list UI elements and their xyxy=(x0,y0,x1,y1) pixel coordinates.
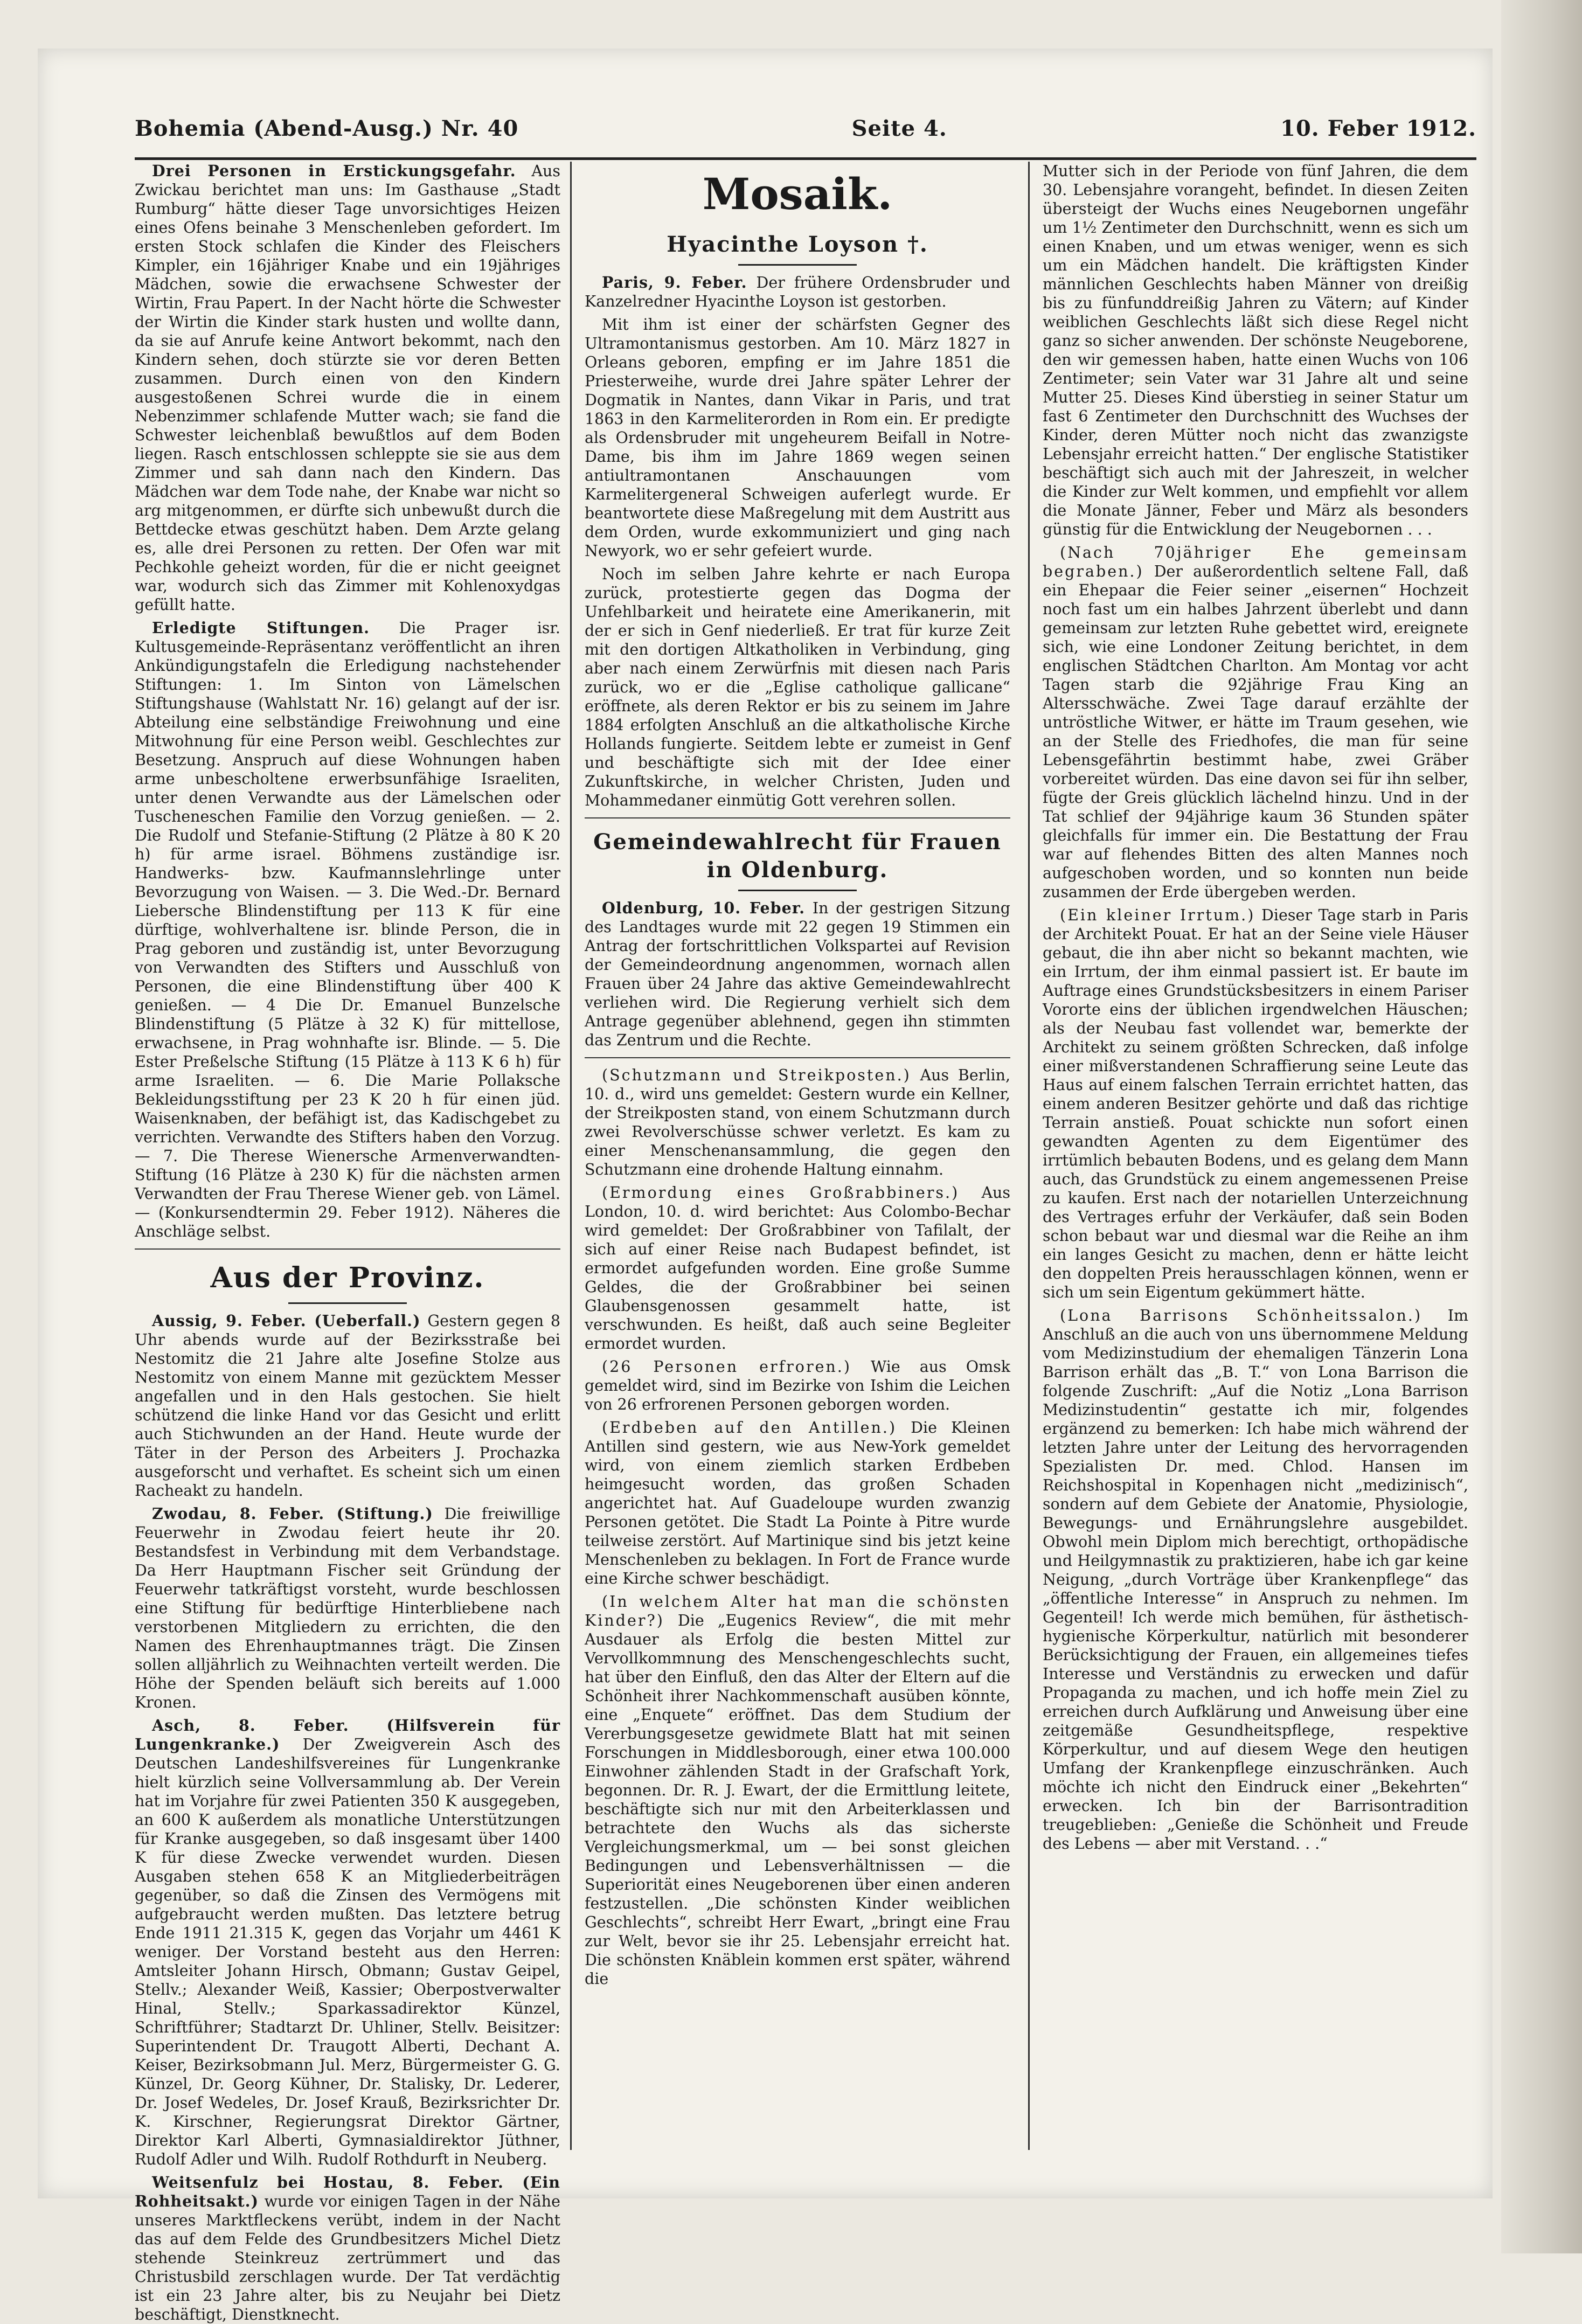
article-continuation xyxy=(1043,162,1468,539)
article xyxy=(585,1066,1010,1179)
headline-rule xyxy=(738,890,857,891)
article-lead: Oldenburg, 10. Feber. xyxy=(602,899,806,917)
article-headline: Hyacinthe Loyson †. xyxy=(667,232,928,257)
article-text: Gestern gegen 8 Uhr abends wurde auf der Bezirksstraße bei Nestomitz die 21 Jahre alte Josefine Stolze aus Nestomitz von einem Manne mit gezücktem Messer angefallen und in den Hals gestochen. Sie hielt schützend die linke Hand vor das Gesicht und erlitt auch Stichwunden an der Hand. Heute wurde der Täter in der Person des Arbeiters J. Prochazka ausgeforscht und verhaftet. Es scheint sich um einen Racheakt zu handeln. xyxy=(135,1312,560,1500)
article-text: Der frühere Ordensbruder und Kanzelredner Hyacinthe Loyson ist gestorben. xyxy=(585,274,1010,310)
column-2 xyxy=(585,162,1010,2150)
masthead-publication: Bohemia (Abend-Ausg.) Nr. 40 xyxy=(135,116,519,141)
article-lead: (Ermordung eines Großrabbiners.) xyxy=(602,1184,960,1202)
book-spine-shadow xyxy=(1501,0,1582,2253)
article-text: Die Prager isr. Kultusgemeinde-Repräsentanz veröffentlicht an ihren Ankündigungstafeln die Erledigung nachstehender Stiftungen: 1. Im Sinton von Lämelschen Stiftungshause (Wahlstatt Nr. 16) gelangt auf der isr. Abteilung eine selbständige Freiwohnung und eine Mitwohnung für eine Person weibl. Geschlechtes zur Besetzung. Anspruch auf diese Wohnungen haben arme unbescholtene erwerbsunfähige Israeliten, unter denen Verwandte aus der Lämelschen oder Tuscheneschen Familie den Vorzug genießen. — 2. Die Rudolf und Stefanie-Stiftung (2 Plätze à 80 K 20 h) für arme israel. Böhmens zuständige isr. Handwerks- bzw. Kaufmannslehrlinge unter Bevorzugung von Waisen. — 3. Die Wed.-Dr. Bernard Liebersche Blindenstiftung per 113 K für eine dürftige, wohlverhaltene isr. blinde Person, die in Prag geboren und zuständig ist, unter Bevorzugung von Verwandten des Stifters und Ausschluß von Personen, die eine Blindenstiftung über 400 K genießen. — 4 Die Dr. Emanuel Bunzelsche Blindenstiftung (5 Plätze à 32 K) für mittellose, erwachsene, in Prag wohnhafte isr. Blinde. — 5. Die Ester Preßelsche Stiftung (15 Plätze à 113 K 6 h) für arme Israeliten. — 6. Die Marie Pollaksche Bekleidungsstiftung per 23 K 20 h für einen jüd. Waisenknaben, der befähigt ist, das Kadischgebet zu verrichten. Verwandte des Stifters haben den Vorzug. — 7. Die Therese Wienersche Armenverwandten-Stiftung (16 Plätze à 230 K) für die nächsten armen Verwandten der Frau Therese Wiener geb. von Lämel. — (Konkursendtermin 29. Feber 1912). Näheres die Anschläge selbst. xyxy=(135,619,560,1240)
article-lead: (Erdbeben auf den Antillen.) xyxy=(602,1419,897,1437)
article xyxy=(585,315,1010,560)
article-text: In der gestrigen Sitzung des Landtages wurde mit 22 gegen 19 Stimmen ein Antrag der fortschrittlichen Volkspartei auf Revision der Gemeindeordnung angenommen, wornach allen Frauen über 24 Jahre das aktive Gemeindewahlrecht verliehen wird. Die Regierung verhielt sich dem Antrage gegenüber ablehnend, gegen ihn stimmten das Zentrum und die Rechte. xyxy=(585,899,1010,1049)
article-text: Aus Zwickau berichtet man uns: Im Gasthause „Stadt Rumburg“ hätte dieser Tage unvorsichtiges Heizen eines Ofens beinahe 3 Menschenleben gefordert. Im ersten Stock schlafen die Kinder des Fleischers Kimpler, ein 16jähriger Knabe und ein 19jähriges Mädchen, sowie die erwachsene Schwester der Wirtin, Frau Papert. In der Nacht hörte die Schwester der Wirtin die Kinder stark husten und wollte dann, da sie auf Anrufe keine Antwort bekommt, nach den Kindern sehen, doch stürzte sie vor deren Betten zusammen. Durch einen von den Kindern ausgestoßenen Schrei wurde die in einem Nebenzimmer schlafende Mutter wach; sie fand die Schwester leichenblaß bewußtlos auf dem Boden liegen. Rasch entschlossen schleppte sie sie aus dem Zimmer und sah dann nach den Kindern. Das Mädchen war dem Tode nahe, der Knabe war nicht so arg mitgenommen, er dürfte sich unbewußt durch die Bettdecke etwas geschützt haben. Dem Arzte gelang es, alle drei Personen zu retten. Der Ofen war mit Pechkohle geheizt worden, für die er nicht geeignet war, wodurch sich das Zimmer mit Kohlenoxydgas gefüllt hatte. xyxy=(135,162,560,614)
article xyxy=(135,619,560,1241)
article-lead: (26 Personen erfroren.) xyxy=(602,1358,851,1376)
article xyxy=(135,1312,560,1500)
article-text: Noch im selben Jahre kehrte er nach Europa zurück, protestierte gegen das Dogma der Unfehlbarkeit und heiratete eine Amerikanerin, mit der er sich in Genf niederließ. Er trat für kurze Zeit mit den dortigen Altkatholiken in Verbindung, ging aber nach einem Zerwürfnis mit diesen nach Paris zurück, wo er die „Eglise catholique gallicane“ eröffnete, als deren Rektor er bis zu seinem im Jahre 1884 erfolgten Anschluß an die altkatholische Kirche Hollands fungierte. Seitdem lebte er zumeist in Genf und beschäftigte sich mit der Idee einer Zukunftskirche, in welcher Christen, Juden und Mohammedaner einmütig Gott verehren sollen. xyxy=(585,565,1010,809)
article-lead: Zwodau, 8. Feber. (Stiftung.) xyxy=(152,1504,433,1523)
section-title-mosaik: Mosaik. xyxy=(702,169,893,219)
article-text: wurde vor einigen Tagen in der Nähe unseres Marktfleckens verübt, indem in der Nacht das auf dem Felde des Grundbesitzers Michel Dietz stehende Steinkreuz zertrümmert und das Christusbild zerschlagen wurde. Der Tat verdächtig ist ein 23 Jahre alter, bis zu Neujahr bei Dietz beschäftigt, Dienstknecht. xyxy=(135,2193,560,2323)
column-3 xyxy=(1043,162,1468,2150)
article-text: Aus Berlin, 10. d., wird uns gemeldet: Gestern wurde ein Kellner, der Streikposten stand, von einem Schutzmann durch zwei Revolverschüsse schwer verletzt. Es kam zu einer Menschenansammlung, die gegen den Schutzmann eine drohende Haltung einnahm. xyxy=(585,1066,1011,1178)
article xyxy=(585,273,1010,311)
article-text: Die Kleinen Antillen sind gestern, wie aus New-York gemeldet wird, von einem ziemlich starken Erdbeben heimgesucht worden, das großen Schaden angerichtet hat. Auf Guadeloupe wurden zwanzig Personen getötet. Die Stadt La Pointe à Pitre wurde teilweise zerstört. Auf Martinique sind bis jetzt keine Menschenleben zu beklagen. In Fort de France wurde eine Kirche schwer beschädigt. xyxy=(585,1419,1011,1587)
section-rule xyxy=(135,1248,560,1250)
article xyxy=(1043,906,1468,1302)
article-text: Mutter sich in der Periode von fünf Jahren, die dem 30. Lebensjahre vorangeht, befindet. In diesen Zeiten übersteigt der Wuchs eines Neugebornen ungefähr um 1½ Zentimeter den Durchschnitt, wenn es sich um einen Knaben, und um etwas weniger, wenn es sich um ein Mädchen handelt. Die kräftigsten Kinder männlichen Geschlechts haben Männer von dreißig bis zu fünfunddreißig Jahren zu Vätern; auf Kinder weiblichen Geschlechts läßt sich diese Regel nicht ganz so sicher anwenden. Der schönste Neugeborene, den wir gemessen haben, hatte einen Wuchs von 106 Zentimeter; sein Vater war 31 Jahre alt und seine Mutter 25. Dieses Kind überstieg in seiner Statur um fast 6 Zentimeter den Durchschnitt des Wuchses der Kinder, deren Mütter noch nicht das zwanzigste Lebensjahr erreicht hatten.“ Der englische Statistiker beschäftigt sich auch mit der Jahreszeit, in welcher die Kinder zur Welt kommen, und empfiehlt vor allem die Monate Jänner, Feber und März als besonders günstig für die Entwicklung der Neugebornen . . . xyxy=(1043,162,1468,538)
article-lead: (Schutzmann und Streikposten.) xyxy=(602,1066,911,1084)
masthead-rule xyxy=(135,157,1476,160)
article-lead: (Nach 70jähriger Ehe gemeinsam begraben.) xyxy=(1043,544,1468,580)
article-text: Aus London, 10. d. wird berichtet: Aus Colombo-Bechar wird gemeldet: Der Großrabbiner von Tafilalt, der sich auf einer Reise nach Budapest befindet, ist ermordet aufgefunden worden. Eine große Summe Geldes, die der Großrabbiner bei seinen Glaubensgenossen gesammelt hatte, ist verschwunden. Es heißt, daß auch seine Begleiter ermordet wurden. xyxy=(585,1184,1011,1352)
article-lead: Paris, 9. Feber. xyxy=(602,273,747,292)
article-text: Der Zweigverein Asch des Deutschen Landeshilfsvereines für Lungenkranke hielt kürzlich seine Vollversammlung ab. Der Verein hat im Vorjahre für zwei Patienten 350 K ausgegeben, an 600 K außerdem als monatliche Unterstützungen für Kranke ausgegeben, so daß insgesamt über 1400 K für diese Zwecke verwendet wurden. Diesen Ausgaben stehen 658 K an Mitgliederbeiträgen gegenüber, so daß die Zinsen des Vermögens mit aufgebraucht werden mußten. Das letztere betrug Ende 1911 21.315 K, gegen das Vorjahr um 4461 K weniger. Der Vorstand besteht aus den Herren: Amtsleiter Johann Hirsch, Obmann; Gustav Geipel, Stellv.; Alexander Weiß, Kassier; Oberpostverwalter Hinal, Stellv.; Sparkassadirektor Künzel, Schriftführer; Stadtarzt Dr. Uhliner, Stellv. Beisitzer: Superintendent Dr. Traugott Alberti, Dechant A. Keiser, Bezirksobmann Jul. Merz, Bürgermeister G. G. Künzel, Dr. Georg Kühner, Dr. Stalisky, Dr. Lederer, Dr. Josef Wedeles, Dr. Josef Krauß, Bezirksrichter Dr. K. Kirschner, Regierungsrat Direktor Gärtner, Direktor Karl Alberti, Gymnasialdirektor Jüthner, Rudolf Adler und Wilh. Rudolf Rothdurft in Neuberg. xyxy=(135,1736,560,2168)
column-divider xyxy=(570,162,572,2150)
article-text: Wie aus Omsk gemeldet wird, sind im Bezirke von Ishim die Leichen von 26 erfrorenen Personen geborgen worden. xyxy=(585,1358,1010,1413)
article-lead: Drei Personen in Erstickungsgefahr. xyxy=(152,162,516,180)
masthead-date: 10. Feber 1912. xyxy=(1280,116,1476,141)
article-text: Die „Eugenics Review“, die mit mehr Ausdauer als Erfolg die besten Mittel zur Vervollkommnung des Menschengeschlechts sucht, hat über den Einfluß, den das Alter der Eltern auf die Schönheit ihrer Nachkommenschaft ausüben könnte, eine „Enquete“ eröffnet. Das dem Studium der Vererbungsgesetze gewidmete Blatt hat mit seinen Forschungen in Middlesborough, einer etwa 100.000 Einwohner zählenden Stadt in der Grafschaft York, begonnen. Dr. R. J. Ewart, der die Ermittlung leitete, beschäftigte sich nur mit den Arbeiterklassen und betrachtete den Wuchs als das sicherste Vergleichungsmerkmal, um — bei sonst gleichen Bedingungen und Lebensverhältnissen — die Superiorität eines Neugeborenen über einen anderen festzustellen. „Die schönsten Kinder weiblichen Geschlechts“, schreibt Herr Ewart, „bringt eine Frau zur Welt, bevor sie ihr 25. Lebensjahr erreicht hat. Die schönsten Knäblein kommen erst später, während die xyxy=(585,1612,1011,1988)
article-text: Mit ihm ist einer der schärfsten Gegner des Ultramontanismus gestorben. Am 10. März 1827 in Orleans geboren, empfing er im Jahre 1851 die Priesterweihe, wurde drei Jahre später Lehrer der Dogmatik in Nantes, dann Vikar in Paris, und trat 1863 in den Karmeliterorden in Rom ein. Er predigte als Ordensbruder mit ungeheurem Beifall in Notre-Dame, bis ihm im Jahre 1869 wegen seinen antiultramontanen Anschauungen vom Karmelitergeneral Schweigen auferlegt wurde. Er beantwortete diese Maßregelung mit dem Austritt aus dem Orden, wurde exkommuniziert und ging nach Newyork, wo er sehr gefeiert wurde. xyxy=(585,316,1010,560)
article xyxy=(585,1183,1010,1353)
article-lead: Aussig, 9. Feber. (Ueberfall.) xyxy=(152,1312,421,1330)
headline-rule xyxy=(738,264,857,266)
column-1 xyxy=(135,162,560,2323)
article xyxy=(585,1418,1010,1588)
article xyxy=(585,899,1010,1050)
article xyxy=(1043,1306,1468,1853)
column-divider xyxy=(1028,162,1030,2150)
masthead-page-number: Seite 4. xyxy=(851,116,947,141)
article-text: Der außerordentlich seltene Fall, daß ein Ehepaar die Feier seiner „eisernen“ Hochzeit noch fast um ein halbes Jahrzent überlebt und dann gemeinsam zur letzten Ruhe gebettet wird, ereignete sich, wie eine Londoner Zeitung berichtet, in dem englischen Städtchen Charlton. Am Montag vor acht Tagen starb die 92jährige Frau King an Altersschwäche. Zwei Tage darauf erzählte der untröstliche Witwer, er hätte im Traum gesehen, wie an der Stelle des Friedhofes, die man für seine Lebensgefährtin bestimmt habe, zwei Gräber vorbereitet würden. Das eine davon sei für ihn selber, fügte der Greis glücklich lächelnd hinzu. Und in der Tat schlief der 94jährige kaum 36 Stunden später gleichfalls für immer ein. Die Bestattung der Frau war auf flehendes Bitten des alten Mannes noch aufgeschoben worden, und so konnten nun beide zusammen der Erde übergeben werden. xyxy=(1043,563,1468,901)
article xyxy=(135,1716,560,2169)
article-text: Dieser Tage starb in Paris der Architekt Pouat. Er hat an der Seine viele Häuser gebaut, die ihn aber nicht so bekannt machten, wie ein Irrtum, der ihm einmal passiert ist. Er baute im Auftrage eines Grundstücksbesitzers in einem Pariser Vororte eins der üblichen irgendwelchen Häuschen; als der Neubau fast vollendet war, bemerkte der Architekt zu seinem größten Schrecken, daß infolge einer mißverstandenen Schraffierung seine Leute das Haus auf einem falschen Terrain errichtet hatten, das einem anderen Besitzer gehörte und daß das richtige Terrain anstieß. Pouat schickte nun sofort einen gewandten Agenten zu dem Eigentümer des irrtümlich bebauten Bodens, und es gelang dem Mann auch, das Grundstück zu einem angemessenen Preise zu kaufen. Erst nach der notariellen Unterzeichnung des Vertrages erfuhr der Verkäufer, daß sein Boden schon bebaut war und diesmal war die Reihe an ihm ein langes Gesicht zu machen, denn er hätte leicht den doppelten Preis herausschlagen können, wenn er sich um sein Eigentum gekümmert hätte. xyxy=(1043,906,1468,1301)
article-lead: Erledigte Stiftungen. xyxy=(152,619,370,637)
article xyxy=(585,1592,1010,1988)
article xyxy=(1043,543,1468,901)
article xyxy=(135,162,560,614)
article xyxy=(585,1357,1010,1414)
article-text: Die freiwillige Feuerwehr in Zwodau feiert heute ihr 20. Bestandsfest in Verbindung mit dem Verbandstage. Da Herr Hauptmann Fischer seit Gründung der Feuerwehr tatkräftigst vorsteht, wurde beschlossen eine Stiftung für bedürftige Hinterbliebene nach verstorbenen Mitgliedern zu errichten, die den Namen des Ehrenhauptmannes trägt. Die Zinsen sollen alljährlich zu Weihnachten verteilt werden. Die Höhe der Spenden beläuft sich bereits auf 1.000 Kronen. xyxy=(135,1505,560,1711)
article-lead: Asch, 8. Feber. (Hilfsverein für Lungenkranke.) xyxy=(135,1716,560,1753)
article-text: Im Anschluß an die auch von uns übernommene Meldung vom Medizinstudium der ehemaligen Tänzerin Lona Barrison erhält das „B. T.“ von Lona Barrison die folgende Zuschrift: „Auf die Notiz „Lona Barrison Medizinstudentin“ gestatte ich mir, folgendes ergänzend zu bemerken: Ich habe mich während der letzten Jahre unter der Leitung des hervorragenden Spezialisten Dr. med. Chlod. Hansen im Reichshospital in Kopenhagen nicht „medizinisch“, sondern auf dem Gebiete der Anatomie, Physiologie, Bewegungs- und Ernährungslehre ausgebildet. Obwohl mein Diplom mich berechtigt, orthopädische und Heilgymnastik zu praktizieren, habe ich gar keine Neigung, „durch Vorträge über Krankenpflege“ das „öffentliche Interesse“ in Anspruch zu nehmen. Im Gegenteil! Ich werde mich bemühen, für ästhetisch-hygienische Körperkultur, natürlich mit besonderer Berücksichtigung der Frauen, ein allgemeines tiefes Interesse und Verständnis zu erwecken und dafür Propaganda zu machen, und ich hoffe mein Ziel zu erreichen durch Aufklärung und Anweisung über eine zeitgemäße Gesundheitspflege, respektive Körperkultur, und auf diesem Wege den heutigen Umfang der Krankenpflege einzuschränken. Auch möchte ich nicht den Eindruck einer „Bekehrten“ erwecken. Ich bin der Barrisontradition treugeblieben: „Genieße die Schönheit und Freude des Lebens — aber mit Verstand. . .“ xyxy=(1043,1307,1468,1853)
section-rule xyxy=(585,1057,1010,1058)
article xyxy=(135,1504,560,1712)
masthead xyxy=(135,116,1476,159)
article-lead: (Lona Barrisons Schönheitssalon.) xyxy=(1060,1307,1423,1324)
section-rule xyxy=(585,817,1010,818)
section-title-provinz: Aus der Provinz. xyxy=(210,1261,485,1294)
article-lead: (In welchem Alter hat man die schönsten Kinder?) xyxy=(585,1593,1010,1629)
article xyxy=(135,2173,560,2324)
section-rule xyxy=(288,1302,407,1304)
article-headline: Gemeindewahlrecht für Frauen in Oldenburg. xyxy=(593,829,1002,883)
article-lead: Weitsenfulz bei Hostau, 8. Feber. (Ein Rohheitsakt.) xyxy=(135,2173,560,2210)
article-lead: (Ein kleiner Irrtum.) xyxy=(1060,906,1255,924)
article xyxy=(585,565,1010,810)
